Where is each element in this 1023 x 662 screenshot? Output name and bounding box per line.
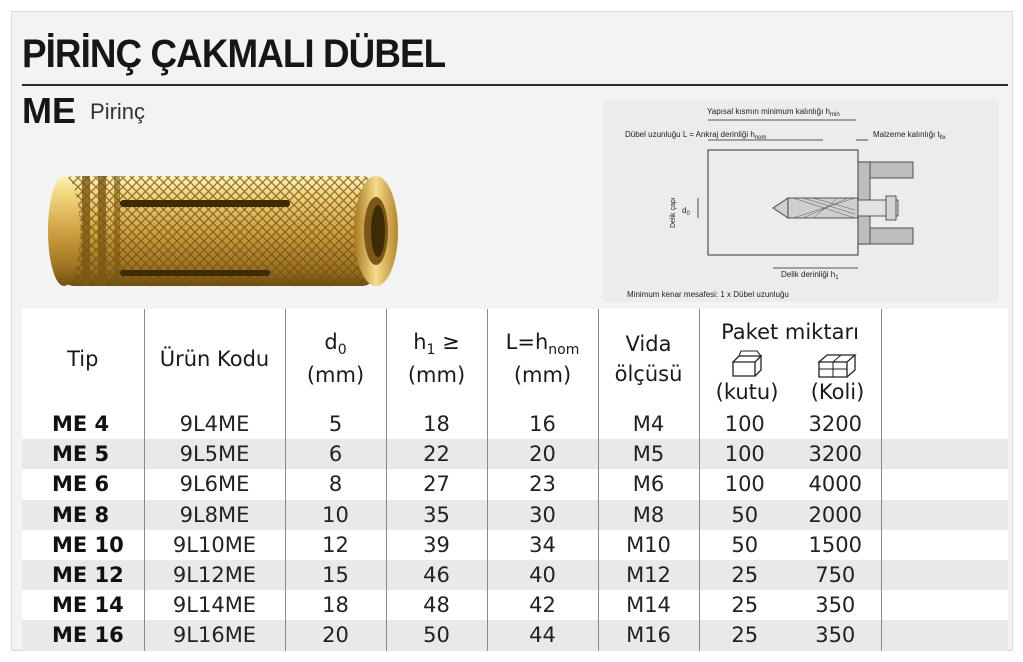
- table-row: [22, 590, 1008, 620]
- cell-vida: M12: [598, 560, 699, 590]
- cell-L: 42: [487, 590, 598, 620]
- cell-vida: M8: [598, 500, 699, 530]
- header-urun-kodu: Ürün Kodu: [144, 309, 285, 409]
- cell-d0: 12: [285, 530, 386, 560]
- cell-kutu: 50: [731, 502, 759, 527]
- cell-koli: 4000: [808, 472, 862, 497]
- cell-h1: 22: [386, 439, 487, 469]
- cell-tip: ME 16: [22, 620, 144, 650]
- cell-d0: 18: [285, 590, 386, 620]
- product-code: ME: [22, 90, 76, 131]
- carton-icon: [815, 350, 861, 380]
- cell-vida: M4: [598, 409, 699, 439]
- cell-L: 20: [487, 439, 598, 469]
- cell-d0: 15: [285, 560, 386, 590]
- cell-h1: 35: [386, 500, 487, 530]
- cell-vida: M5: [598, 439, 699, 469]
- header-L: $L=h_{nom}$ (mm): [487, 309, 598, 409]
- cell-paket: [699, 530, 881, 560]
- label-hmin: Yapısal kısmın minimum kalınlığı $h_{min}$: [707, 107, 840, 118]
- header-h1: $h_1$ ≥ (mm): [386, 309, 487, 409]
- cell-tip: ME 12: [22, 560, 144, 590]
- cell-d0: 6: [285, 439, 386, 469]
- cell-vida: M6: [598, 469, 699, 499]
- cell-empty: [881, 560, 1008, 590]
- header-empty: [881, 309, 1008, 409]
- cell-koli: 750: [815, 563, 856, 588]
- table-row: [22, 530, 1008, 560]
- spec-table: [22, 309, 1008, 651]
- product-material: Pirinç: [90, 99, 146, 124]
- cell-empty: [881, 620, 1008, 650]
- box-icon: [727, 350, 767, 380]
- label-h1: Delik derinliği $h_1$: [781, 270, 839, 281]
- header-paket-miktari: Paket miktarı (kutu) (Koli): [699, 309, 881, 409]
- cell-koli: 3200: [808, 442, 862, 467]
- cell-empty: [881, 439, 1008, 469]
- table-row: [22, 439, 1008, 469]
- cell-urun-kodu: 9L16ME: [144, 620, 285, 650]
- cell-koli: 1500: [808, 532, 862, 557]
- cell-urun-kodu: 9L10ME: [144, 530, 285, 560]
- cell-vida: M16: [598, 620, 699, 650]
- cell-koli: 350: [815, 593, 856, 618]
- cell-kutu: 100: [724, 442, 765, 467]
- cell-paket: [699, 590, 881, 620]
- cell-koli: 350: [815, 623, 856, 648]
- label-tfix: Malzeme kalınlığı $t_{fix}$: [873, 130, 946, 141]
- cell-urun-kodu: 9L14ME: [144, 590, 285, 620]
- cell-tip: ME 10: [22, 530, 144, 560]
- cell-L: 34: [487, 530, 598, 560]
- cell-h1: 50: [386, 620, 487, 650]
- cell-vida: M14: [598, 590, 699, 620]
- cell-h1: 46: [386, 560, 487, 590]
- cell-tip: ME 8: [22, 500, 144, 530]
- cell-urun-kodu: 9L5ME: [144, 439, 285, 469]
- cell-vida: M10: [598, 530, 699, 560]
- cell-d0: 20: [285, 620, 386, 650]
- table-row: [22, 469, 1008, 499]
- cell-paket: [699, 439, 881, 469]
- cell-empty: [881, 530, 1008, 560]
- cell-paket: [699, 620, 881, 650]
- cell-urun-kodu: 9L6ME: [144, 469, 285, 499]
- cell-empty: [881, 500, 1008, 530]
- header-tip: Tip: [22, 309, 144, 409]
- cell-kutu: 100: [724, 472, 765, 497]
- label-delik-capi: Delik çapı: [670, 197, 677, 228]
- brass-anchor-image: [42, 160, 412, 300]
- cell-tip: ME 5: [22, 439, 144, 469]
- cell-empty: [881, 409, 1008, 439]
- cell-paket: [699, 409, 881, 439]
- cell-empty: [881, 590, 1008, 620]
- cell-d0: 8: [285, 469, 386, 499]
- header-d0: $d_0$ (mm): [285, 309, 386, 409]
- cell-h1: 18: [386, 409, 487, 439]
- cell-tip: ME 4: [22, 409, 144, 439]
- cell-L: 30: [487, 500, 598, 530]
- cell-kutu: 25: [731, 593, 759, 618]
- cell-kutu: 25: [731, 563, 759, 588]
- header-kutu: (kutu): [715, 379, 779, 404]
- cell-d0: 10: [285, 500, 386, 530]
- cell-empty: [881, 469, 1008, 499]
- table-row: [22, 500, 1008, 530]
- cell-urun-kodu: 9L12ME: [144, 560, 285, 590]
- cell-koli: 3200: [808, 412, 862, 437]
- cell-L: 16: [487, 409, 598, 439]
- header-vida: Vida ölçüsü: [598, 309, 699, 409]
- product-subtitle: [22, 90, 145, 132]
- cell-h1: 27: [386, 469, 487, 499]
- cell-h1: 48: [386, 590, 487, 620]
- table-row: [22, 560, 1008, 590]
- catalog-page: [11, 11, 1013, 651]
- cell-kutu: 100: [724, 412, 765, 437]
- cell-tip: ME 6: [22, 469, 144, 499]
- header-koli: (Koli): [810, 379, 865, 404]
- cell-paket: [699, 500, 881, 530]
- cell-paket: [699, 560, 881, 590]
- cell-L: 23: [487, 469, 598, 499]
- table-row: [22, 409, 1008, 439]
- cell-tip: ME 14: [22, 590, 144, 620]
- table-header-row: [22, 309, 1008, 409]
- cell-L: 40: [487, 560, 598, 590]
- label-edge-distance: Minimum kenar mesafesi: 1 x Dübel uzunluğu: [627, 290, 789, 299]
- cell-kutu: 50: [731, 532, 759, 557]
- table-row: [22, 620, 1008, 650]
- cell-paket: [699, 469, 881, 499]
- cell-L: 44: [487, 620, 598, 650]
- title-divider: [22, 84, 1008, 86]
- cell-urun-kodu: 9L8ME: [144, 500, 285, 530]
- cell-koli: 2000: [808, 502, 862, 527]
- label-L: Dübel uzunluğu L = Ankraj derinliği $h_{nom}$: [625, 130, 767, 141]
- installation-diagram: [603, 100, 998, 302]
- cell-kutu: 25: [731, 623, 759, 648]
- cell-h1: 39: [386, 530, 487, 560]
- cell-d0: 5: [285, 409, 386, 439]
- label-d0: $d_0$: [682, 206, 690, 217]
- cell-urun-kodu: 9L4ME: [144, 409, 285, 439]
- page-title: PİRİNÇ ÇAKMALI DÜBEL: [22, 32, 446, 76]
